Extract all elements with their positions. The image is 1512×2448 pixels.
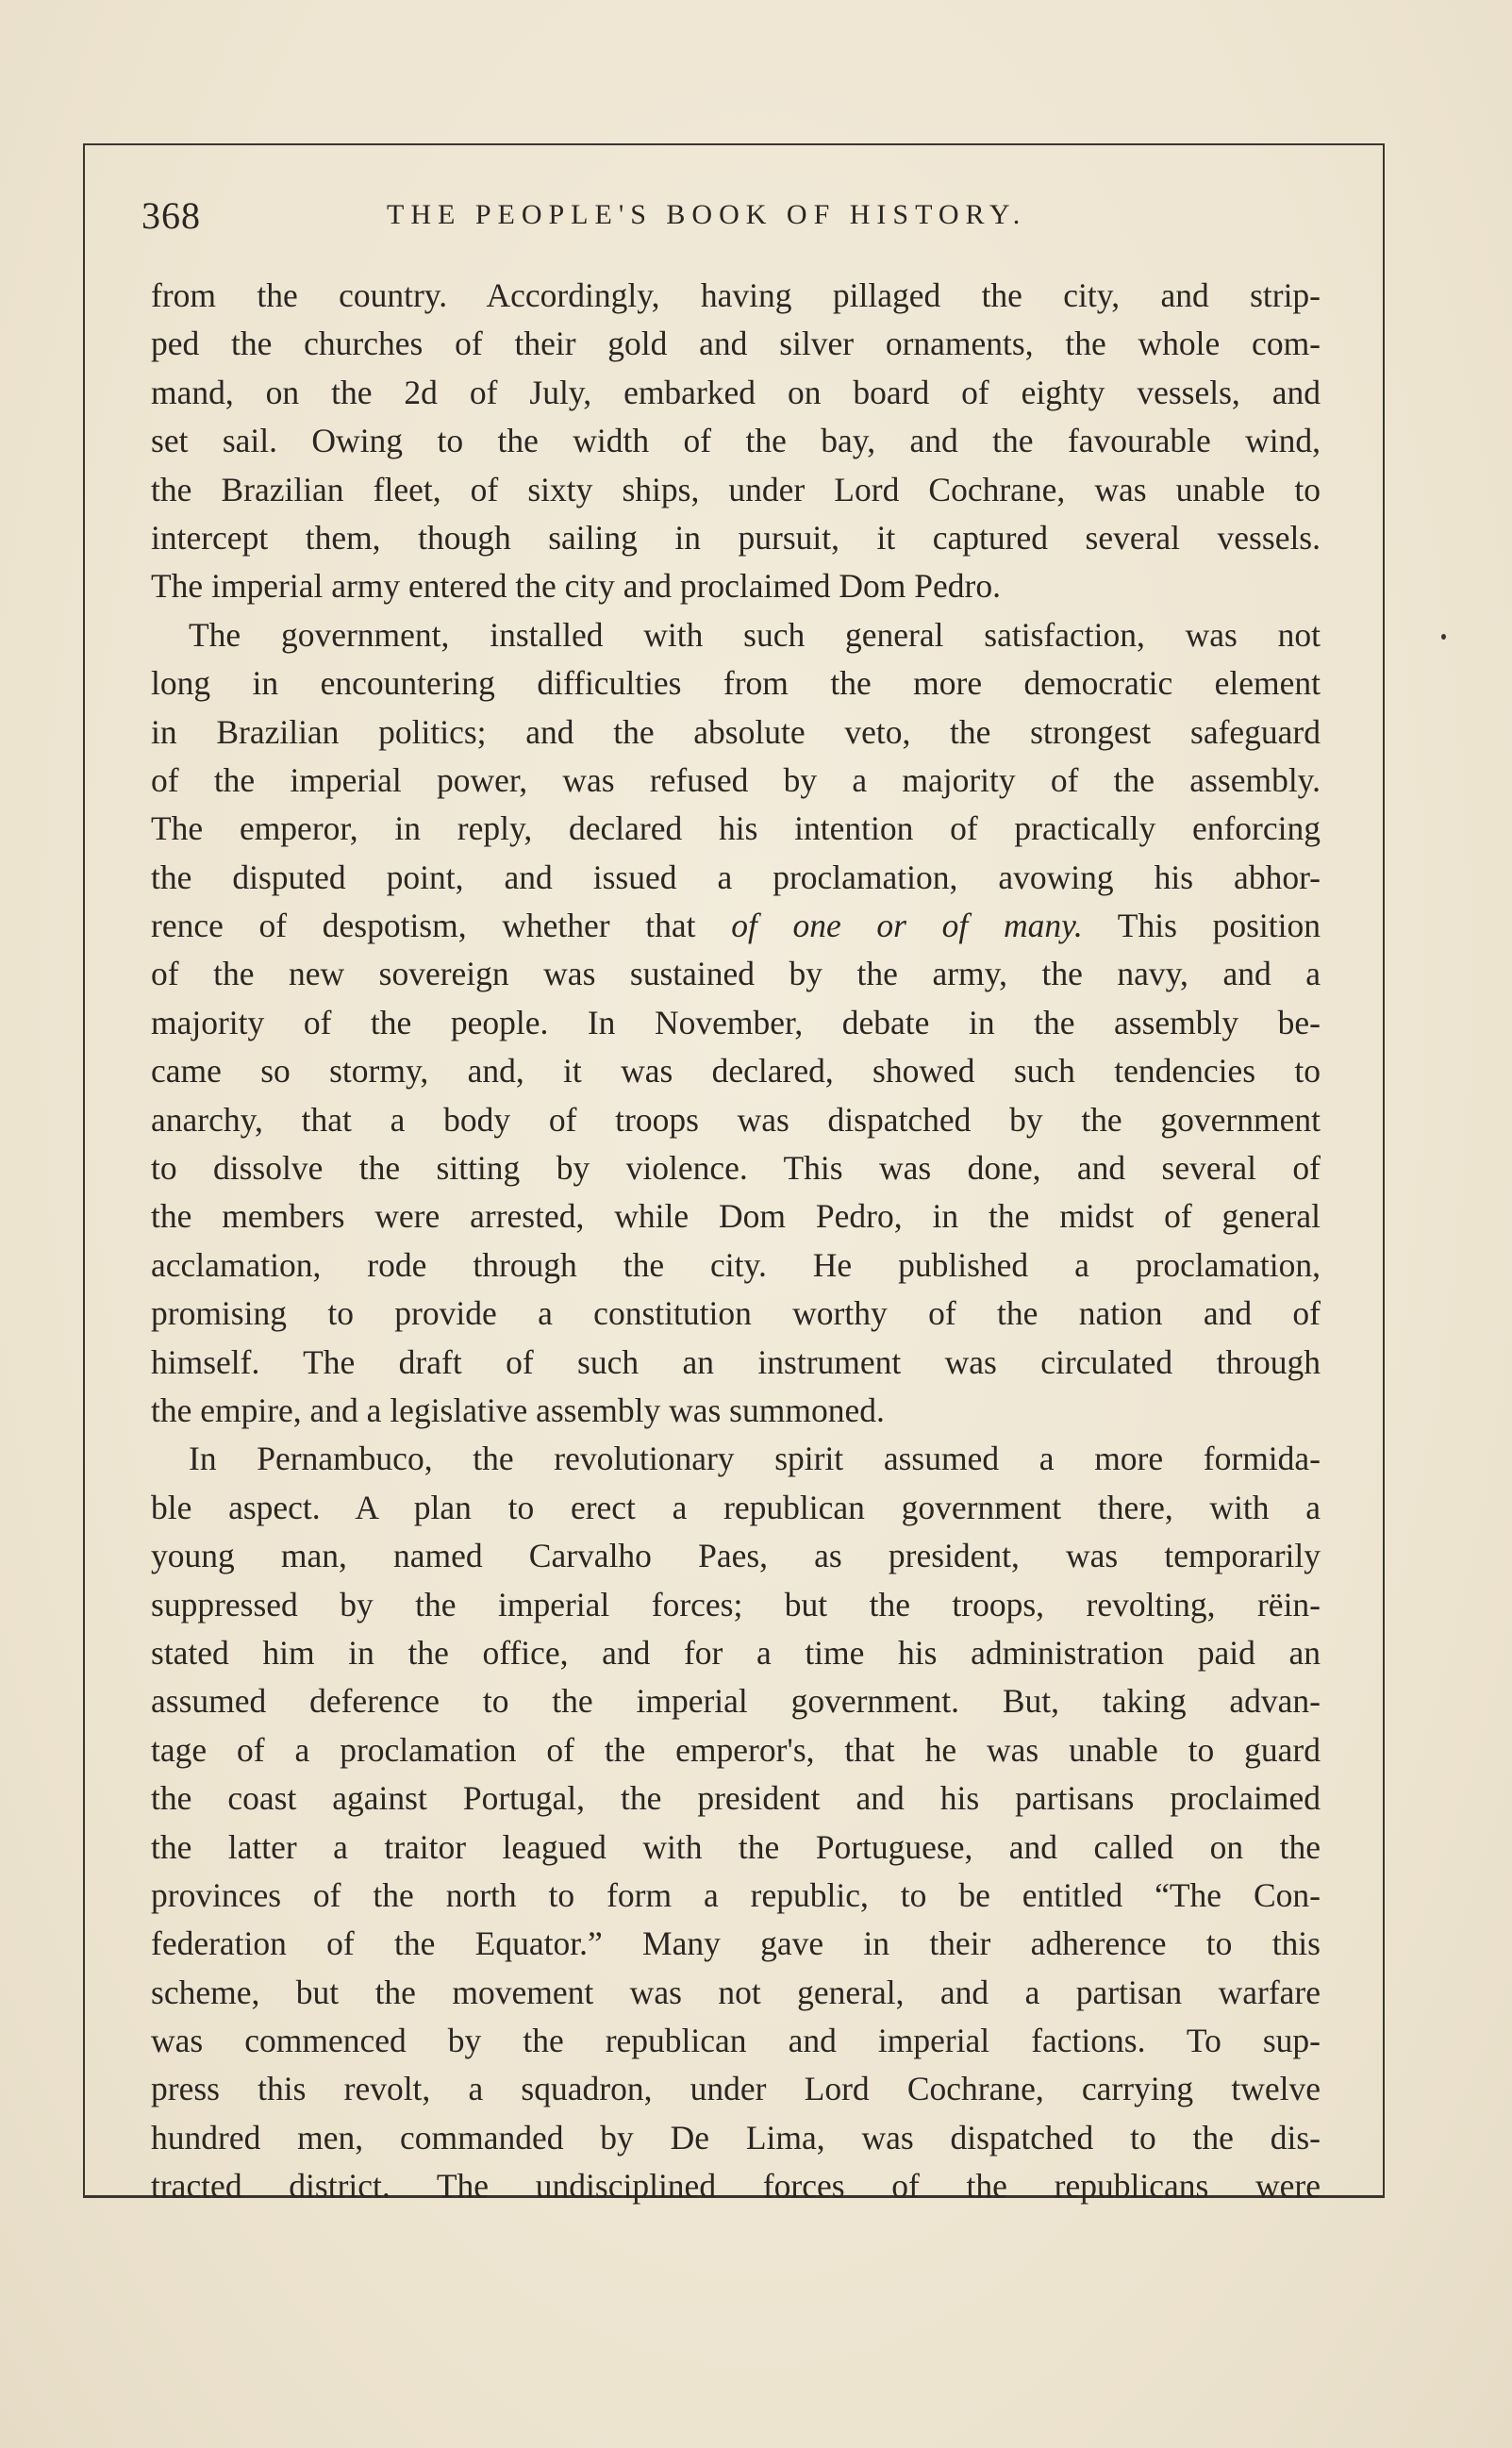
- text-line: tracted district. The undisciplined forces of the republicans were: [151, 2167, 1321, 2206]
- text-line: assumed deference to the imperial government. But, taking advan-: [151, 1682, 1321, 1721]
- text-line: of the imperial power, was refused by a majority of the assembly.: [151, 760, 1321, 799]
- text-line-with-italic: [151, 902, 1321, 950]
- body-text: [151, 272, 1321, 2211]
- running-title: THE PEOPLE'S BOOK OF HISTORY.: [387, 199, 1027, 230]
- text-line: anarchy, that a body of troops was dispatched by the government: [151, 1100, 1321, 1139]
- text-line: to dissolve the sitting by violence. This was done, and several of: [151, 1149, 1321, 1188]
- text-line: long in encountering difficulties from the more democratic element: [151, 664, 1321, 703]
- text-line: in Brazilian politics; and the absolute veto, the strongest safeguard: [151, 712, 1321, 751]
- text-line: federation of the Equator.” Many gave in their adherence to this: [151, 1924, 1321, 1963]
- text-line: scheme, but the movement was not general, and a partisan warfare: [151, 1973, 1321, 2011]
- text-line: acclamation, rode through the city. He published a proclamation,: [151, 1245, 1321, 1284]
- text-line: the coast against Portugal, the president and his partisans proclaimed: [151, 1779, 1321, 1818]
- text-line: was commenced by the republican and imperial factions. To sup-: [151, 2022, 1321, 2060]
- text-line: promising to provide a constitution worthy of the nation and of: [151, 1294, 1321, 1333]
- italic-phrase: of one or of many.: [731, 907, 1083, 945]
- text-line: from the country. Accordingly, having pillaged the city, and strip-: [151, 276, 1321, 314]
- running-header: [141, 193, 1325, 250]
- text-line: the latter a traitor leagued with the Portuguese, and called on the: [151, 1827, 1321, 1866]
- text-line: young man, named Carvalho Paes, as president, was temporarily: [151, 1537, 1321, 1575]
- text-line: the disputed point, and issued a proclamation, avowing his abhor-: [151, 858, 1321, 896]
- ink-speck: [1441, 634, 1446, 640]
- text-line: majority of the people. In November, debate in the assembly be-: [151, 1003, 1321, 1041]
- text-line: stated him in the office, and for a time his administration paid an: [151, 1633, 1321, 1672]
- text-line: ped the churches of their gold and silver ornaments, the whole com-: [151, 325, 1321, 363]
- text-line: the members were arrested, while Dom Pedro, in the midst of general: [151, 1197, 1321, 1236]
- page-number: 368: [141, 194, 201, 237]
- text-line: the Brazilian fleet, of sixty ships, under Lord Cochrane, was unable to: [151, 470, 1321, 508]
- text-line: mand, on the 2d of July, embarked on board of eighty vessels, and: [151, 373, 1321, 411]
- paragraph-start-line: In Pernambuco, the revolutionary spirit assumed a more formida-: [189, 1440, 1321, 1478]
- text-line: tage of a proclamation of the emperor's, that he was unable to guard: [151, 1730, 1321, 1769]
- text-line: ble aspect. A plan to erect a republican government there, with a: [151, 1488, 1321, 1526]
- text-line: provinces of the north to form a republic, to be entitled “The Con-: [151, 1875, 1321, 1914]
- text-line: suppressed by the imperial forces; but the troops, revolting, rëin-: [151, 1585, 1321, 1624]
- text-line: of the new sovereign was sustained by the army, the navy, and a: [151, 955, 1321, 993]
- text-line: intercept them, though sailing in pursuit, it captured several vessels.: [151, 518, 1321, 557]
- text-line: hundred men, commanded by De Lima, was dispatched to the dis-: [151, 2118, 1321, 2157]
- text-line: The imperial army entered the city and proclaimed Dom Pedro.: [151, 567, 1001, 606]
- text-line: set sail. Owing to the width of the bay, and the favourable wind,: [151, 422, 1321, 460]
- text-line: the empire, and a legislative assembly was summoned.: [151, 1391, 885, 1429]
- paragraph-start-line: The government, installed with such general satisfaction, was not: [189, 615, 1321, 654]
- text-fragment: This position: [1082, 907, 1321, 945]
- text-line: himself. The draft of such an instrument was circulated through: [151, 1342, 1321, 1381]
- text-line: The emperor, in reply, declared his intention of practically enforcing: [151, 809, 1321, 848]
- text-line: press this revolt, a squadron, under Lord Cochrane, carrying twelve: [151, 2070, 1321, 2108]
- text-fragment: rence of despotism, whether that: [151, 907, 732, 945]
- text-line: came so stormy, and, it was declared, showed such tendencies to: [151, 1052, 1321, 1091]
